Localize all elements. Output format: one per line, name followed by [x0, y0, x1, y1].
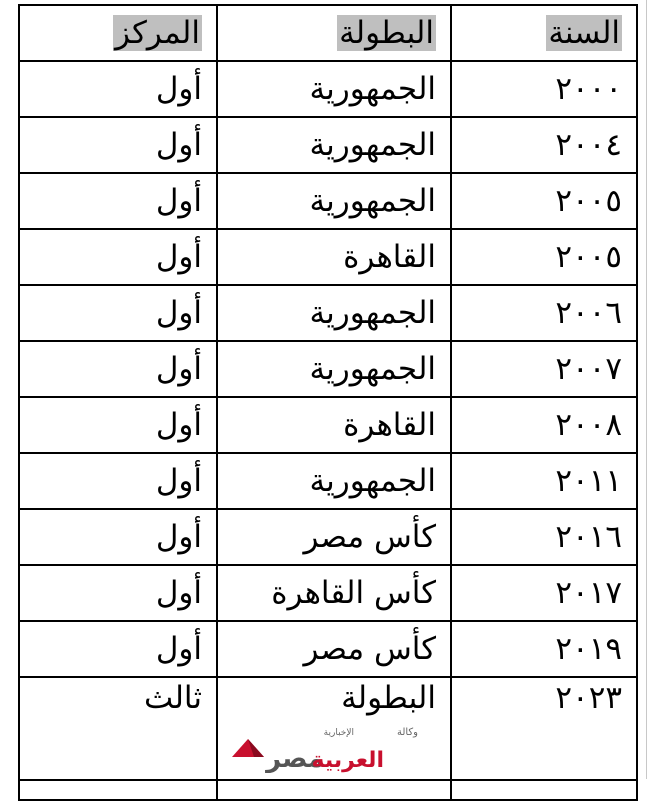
watermark-main-b: مصر	[266, 744, 324, 773]
pyramid-logo-icon	[232, 739, 264, 757]
cell-championship: كأس مصر	[217, 509, 451, 565]
watermark-small-mid: الإخبارية	[323, 728, 354, 738]
cell-position: أول	[19, 565, 217, 621]
cell-championship: الجمهورية	[217, 453, 451, 509]
table-row-partial	[19, 780, 637, 800]
header-cell-position	[19, 5, 217, 61]
watermark-main-a: العربية	[311, 748, 384, 773]
cell-year: ٢٠٠٥	[451, 229, 637, 285]
cell-position: أول	[19, 621, 217, 677]
championships-table	[18, 4, 638, 801]
header-position: المركز	[115, 15, 200, 51]
cell-championship: القاهرة	[217, 229, 451, 285]
cell-year: ٢٠٠٨	[451, 397, 637, 453]
cell-championship: كأس القاهرة	[217, 565, 451, 621]
table-row	[19, 565, 637, 621]
cell-empty	[451, 780, 637, 800]
cell-championship: القاهرة	[217, 397, 451, 453]
cell-position: أول	[19, 229, 217, 285]
cell-championship: الجمهورية	[217, 173, 451, 229]
cell-championship: الجمهورية	[217, 285, 451, 341]
cell-position: أول	[19, 285, 217, 341]
cell-position: أول	[19, 509, 217, 565]
table-row	[19, 509, 637, 565]
cell-year: ٢٠٠٠	[451, 61, 637, 117]
cell-position: أول	[19, 173, 217, 229]
table-row	[19, 341, 637, 397]
table-row	[19, 677, 637, 780]
header-championship: البطولة	[339, 15, 434, 51]
watermark-small-top: وكالة	[396, 727, 418, 738]
cell-year: ٢٠٠٤	[451, 117, 637, 173]
news-agency-watermark	[224, 723, 424, 773]
table-row	[19, 453, 637, 509]
cell-year: ٢٠١٩	[451, 621, 637, 677]
cell-empty	[19, 780, 217, 800]
table-row	[19, 397, 637, 453]
cell-position: أول	[19, 61, 217, 117]
cell-position: أول	[19, 397, 217, 453]
cell-year: ٢٠٠٧	[451, 341, 637, 397]
cell-year: ٢٠١٦	[451, 509, 637, 565]
cell-championship: كأس مصر	[217, 621, 451, 677]
table-row	[19, 285, 637, 341]
table-row	[19, 621, 637, 677]
cell-championship: الجمهورية	[217, 61, 451, 117]
cell-position: أول	[19, 453, 217, 509]
table-row	[19, 229, 637, 285]
cell-year: ٢٠١٧	[451, 565, 637, 621]
cell-championship-with-watermark	[217, 677, 451, 780]
table-header-row	[19, 5, 637, 61]
cell-empty	[217, 780, 451, 800]
table-row	[19, 173, 637, 229]
header-cell-year	[451, 5, 637, 61]
cell-position: أول	[19, 117, 217, 173]
header-cell-championship	[217, 5, 451, 61]
table-row	[19, 117, 637, 173]
page-edge-rule	[646, 0, 647, 779]
header-year: السنة	[548, 15, 620, 51]
cell-year: ٢٠١١	[451, 453, 637, 509]
cell-year: ٢٠٠٦	[451, 285, 637, 341]
cell-year: ٢٠٢٣	[451, 677, 637, 780]
cell-position: ثالث	[19, 677, 217, 780]
cell-championship: البطولة	[341, 680, 436, 716]
cell-championship: الجمهورية	[217, 341, 451, 397]
cell-position: أول	[19, 341, 217, 397]
cell-championship: الجمهورية	[217, 117, 451, 173]
cell-year: ٢٠٠٥	[451, 173, 637, 229]
table-row	[19, 61, 637, 117]
